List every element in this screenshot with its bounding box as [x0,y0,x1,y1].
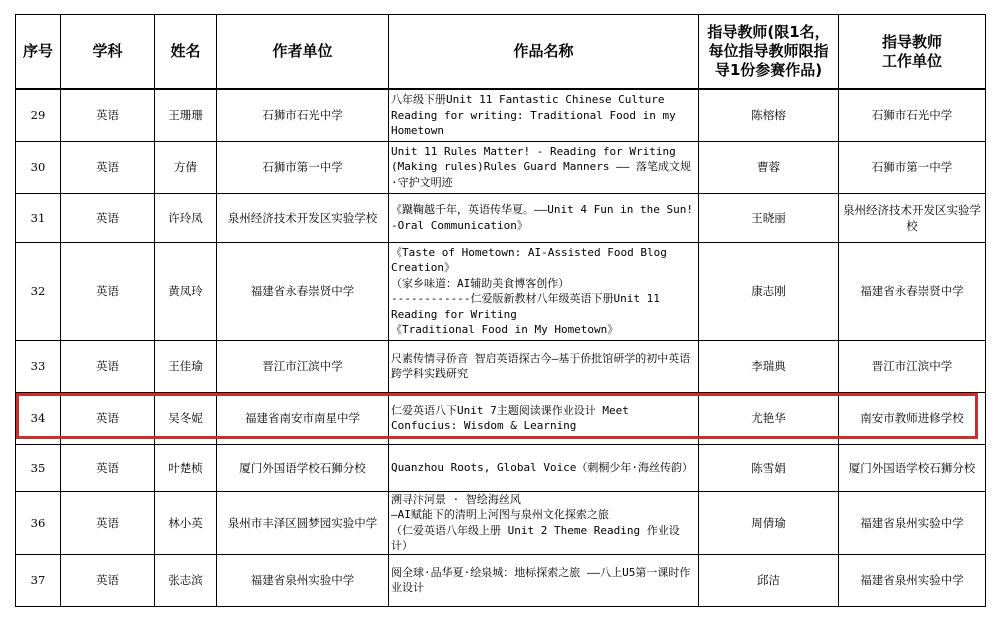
cell-name: 黄凤玲 [155,242,217,340]
cell-subject: 英语 [61,392,155,444]
cell-index: 31 [16,193,61,242]
table-row [16,193,986,242]
cell-teacher: 陈雪娟 [699,444,839,491]
cell-teacher: 李瑞典 [699,340,839,392]
cell-name: 方倩 [155,141,217,193]
cell-work-title: 阅全球·品华夏·绘泉城：地标探索之旅 ——八上U5第一课时作业设计 [389,554,699,606]
cell-name: 王珊珊 [155,89,217,141]
header-author-unit: 作者单位 [217,15,389,90]
cell-author-unit: 石狮市第一中学 [217,141,389,193]
cell-name: 林小英 [155,491,217,554]
cell-teacher-unit: 南安市教师进修学校 [839,392,986,444]
header-index: 序号 [16,15,61,90]
cell-author-unit: 厦门外国语学校石狮分校 [217,444,389,491]
header-teacher: 指导教师(限1名，每位指导教师限指导1份参赛作品) [699,15,839,90]
cell-teacher: 曹蓉 [699,141,839,193]
cell-author-unit: 福建省南安市南星中学 [217,392,389,444]
cell-teacher: 康志刚 [699,242,839,340]
cell-teacher-unit: 福建省泉州实验中学 [839,491,986,554]
cell-name: 许玲凤 [155,193,217,242]
header-subject: 学科 [61,15,155,90]
cell-teacher: 陈榕榕 [699,89,839,141]
cell-author-unit: 石狮市石光中学 [217,89,389,141]
cell-author-unit: 福建省永春崇贤中学 [217,242,389,340]
cell-name: 王佳瑜 [155,340,217,392]
cell-teacher: 尤艳华 [699,392,839,444]
cell-author-unit: 晋江市江滨中学 [217,340,389,392]
table-row [16,554,986,606]
cell-author-unit: 泉州市丰泽区圆梦园实验中学 [217,491,389,554]
cell-teacher-unit: 晋江市江滨中学 [839,340,986,392]
cell-teacher: 邱洁 [699,554,839,606]
table-row [16,340,986,392]
table-row [16,141,986,193]
cell-subject: 英语 [61,444,155,491]
cell-teacher-unit: 石狮市石光中学 [839,89,986,141]
cell-subject: 英语 [61,242,155,340]
table-row [16,491,986,554]
cell-name: 张志滨 [155,554,217,606]
cell-author-unit: 泉州经济技术开发区实验学校 [217,193,389,242]
cell-teacher-unit: 泉州经济技术开发区实验学校 [839,193,986,242]
cell-teacher-unit: 福建省泉州实验中学 [839,554,986,606]
cell-author-unit: 福建省泉州实验中学 [217,554,389,606]
cell-index: 30 [16,141,61,193]
cell-index: 35 [16,444,61,491]
cell-subject: 英语 [61,340,155,392]
cell-teacher: 王晓丽 [699,193,839,242]
cell-subject: 英语 [61,491,155,554]
cell-index: 32 [16,242,61,340]
cell-work-title: Unit 11 Rules Matter! - Reading for Writing (Making rules)Rules Guard Manners —— 落笔成文规·守护文明迹 [389,141,699,193]
cell-work-title: 仁爱英语八下Unit 7主题阅读课作业设计 Meet Confucius: Wisdom & Learning [389,392,699,444]
cell-subject: 英语 [61,554,155,606]
cell-work-title: 《Taste of Hometown: AI-Assisted Food Blog Creation》 （家乡味道：AI辅助美食博客创作） ------------仁爱版新教材八年级英语下册Unit 11 Reading for Writing 《Traditional Food in My Hometown》 [389,242,699,340]
cell-name: 叶楚桢 [155,444,217,491]
header-name: 姓名 [155,15,217,90]
cell-work-title: 溯寻汴河景 · 智绘海丝风 —AI赋能下的清明上河图与泉州文化探索之旅 （仁爱英语八年级上册 Unit 2 Theme Reading 作业设计） [389,491,699,554]
cell-index: 33 [16,340,61,392]
cell-teacher: 周倩瑜 [699,491,839,554]
header-work-title: 作品名称 [389,15,699,90]
table-body [16,89,986,606]
table-row [16,392,986,444]
cell-work-title: 尺素传情寻侨音 智启英语探古今—基于侨批馆研学的初中英语跨学科实践研究 [389,340,699,392]
cell-index: 29 [16,89,61,141]
cell-work-title: Quanzhou Roots, Global Voice（刺桐少年·海丝传韵） [389,444,699,491]
cell-index: 36 [16,491,61,554]
award-table [15,14,986,607]
table-row [16,242,986,340]
cell-index: 34 [16,392,61,444]
cell-work-title: 八年级下册Unit 11 Fantastic Chinese Culture Reading for writing: Traditional Food in my Hometown [389,89,699,141]
cell-index: 37 [16,554,61,606]
cell-subject: 英语 [61,141,155,193]
cell-subject: 英语 [61,89,155,141]
cell-work-title: 《蹴鞠越千年，英语传华夏。——Unit 4 Fun in the Sun! -Oral Communication》 [389,193,699,242]
cell-teacher-unit: 福建省永春崇贤中学 [839,242,986,340]
table-row [16,444,986,491]
cell-teacher-unit: 石狮市第一中学 [839,141,986,193]
cell-teacher-unit: 厦门外国语学校石狮分校 [839,444,986,491]
cell-subject: 英语 [61,193,155,242]
header-row [16,15,986,90]
cell-name: 吴冬妮 [155,392,217,444]
header-teacher-unit: 指导教师 工作单位 [839,15,986,90]
table-row [16,89,986,141]
